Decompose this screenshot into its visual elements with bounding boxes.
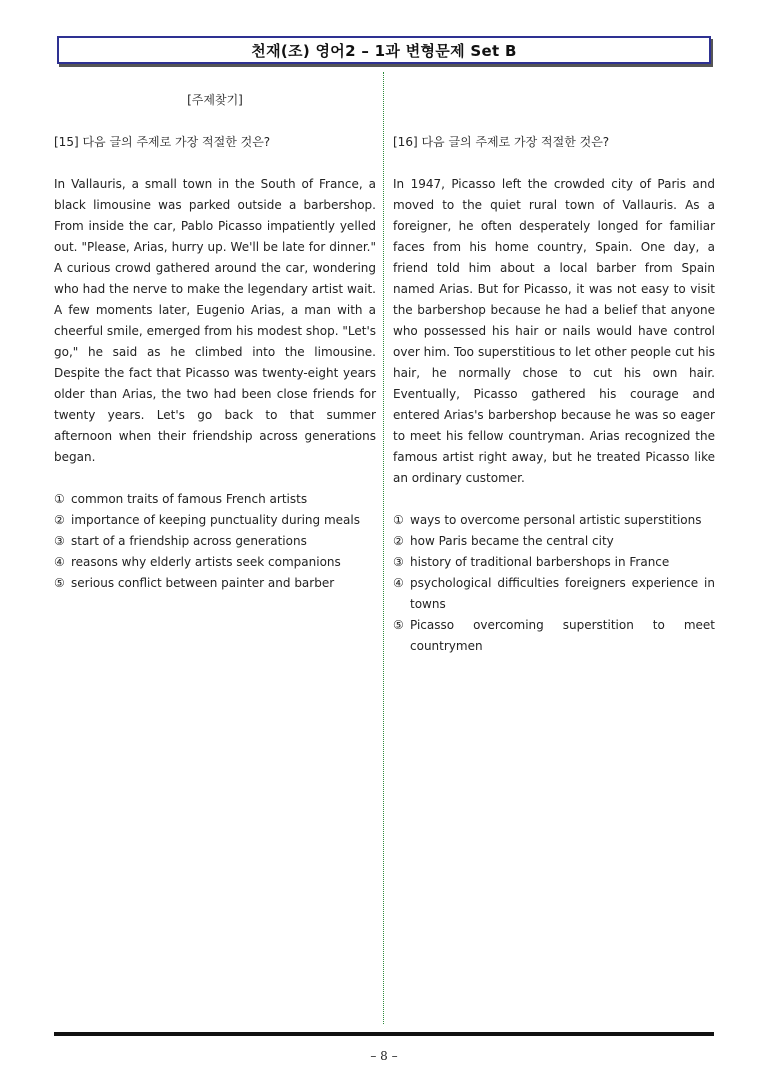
option-text: psychological difficulties foreigners experience in towns [410,576,715,611]
option-item [54,531,376,552]
option-number: ① [393,513,404,527]
option-number: ④ [54,555,65,569]
option-item [393,615,715,657]
option-item [393,531,715,552]
option-item [393,552,715,573]
column-divider [383,72,384,1024]
option-text: how Paris became the central city [410,534,614,548]
option-text: start of a friendship across generations [71,534,307,548]
option-number: ③ [54,534,65,548]
option-item [54,510,376,531]
left-column [54,90,376,594]
question-16: [16] 다음 글의 주제로 가장 적절한 것은? [393,135,610,149]
option-number: ② [393,534,404,548]
option-item [54,573,376,594]
option-text: serious conflict between painter and barber [71,576,335,590]
option-number: ⑤ [393,618,404,632]
option-number: ② [54,513,65,527]
section-title: [주제찾기] [187,93,243,107]
option-number: ① [54,492,65,506]
page-title-text: 천재(조) 영어2 – 1과 변형문제 Set B [251,41,517,60]
option-text: common traits of famous French artists [71,492,308,506]
passage-15: In Vallauris, a small town in the South of France, a black limousine was parked outside a barbershop. From inside the car, Pablo Picasso impatiently yelled out. "Please, Arias, hurry up. We'll be late for dinner." A curious crowd gathered around the car, wondering who had the nerve to make the legendary artist wait. A few moments later, Eugenio Arias, a man with a cheerful smile, emerged from his modest shop. "Let's go," he said as he climbed into the limousine. Despite the fact that Picasso was twenty-eight years older than Arias, the two had been close friends for twenty years. Let's go back to that summer afternoon when their friendship across generations began. [54,177,376,464]
question-15: [15] 다음 글의 주제로 가장 적절한 것은? [54,135,271,149]
option-item [393,573,715,615]
options-16 [393,510,715,657]
options-15 [54,489,376,594]
option-number: ④ [393,576,404,590]
option-item [393,510,715,531]
option-text: importance of keeping punctuality during meals [71,513,360,527]
spacer [393,90,715,111]
option-text: ways to overcome personal artistic superstitions [410,513,702,527]
passage-16: In 1947, Picasso left the crowded city of Paris and moved to the quiet rural town of Vallauris. As a foreigner, he often desperately longed for familiar faces from his home country, Spain. One day, a friend told him about a local barber from Spain named Arias. But for Picasso, it was not easy to visit the barbershop because he had a belief that anyone who possessed his hair or nails would have control over him. Too superstitious to let other people cut his hair, he normally chose to cut his own hair. Eventually, Picasso gathered his courage and entered Arias's barbershop because he was so eager to meet his fellow countryman. Arias recognized the famous artist right away, but he treated Picasso like an ordinary customer. [393,177,715,485]
option-item [54,489,376,510]
option-number: ⑤ [54,576,65,590]
page-number: – 8 – [370,1049,398,1063]
option-text: Picasso overcoming superstition to meet countrymen [410,618,715,653]
option-text: reasons why elderly artists seek companions [71,555,341,569]
option-item [54,552,376,573]
page-title [57,36,711,64]
right-column [393,90,715,657]
option-number: ③ [393,555,404,569]
option-text: history of traditional barbershops in France [410,555,670,569]
footer-rule [54,1032,714,1036]
